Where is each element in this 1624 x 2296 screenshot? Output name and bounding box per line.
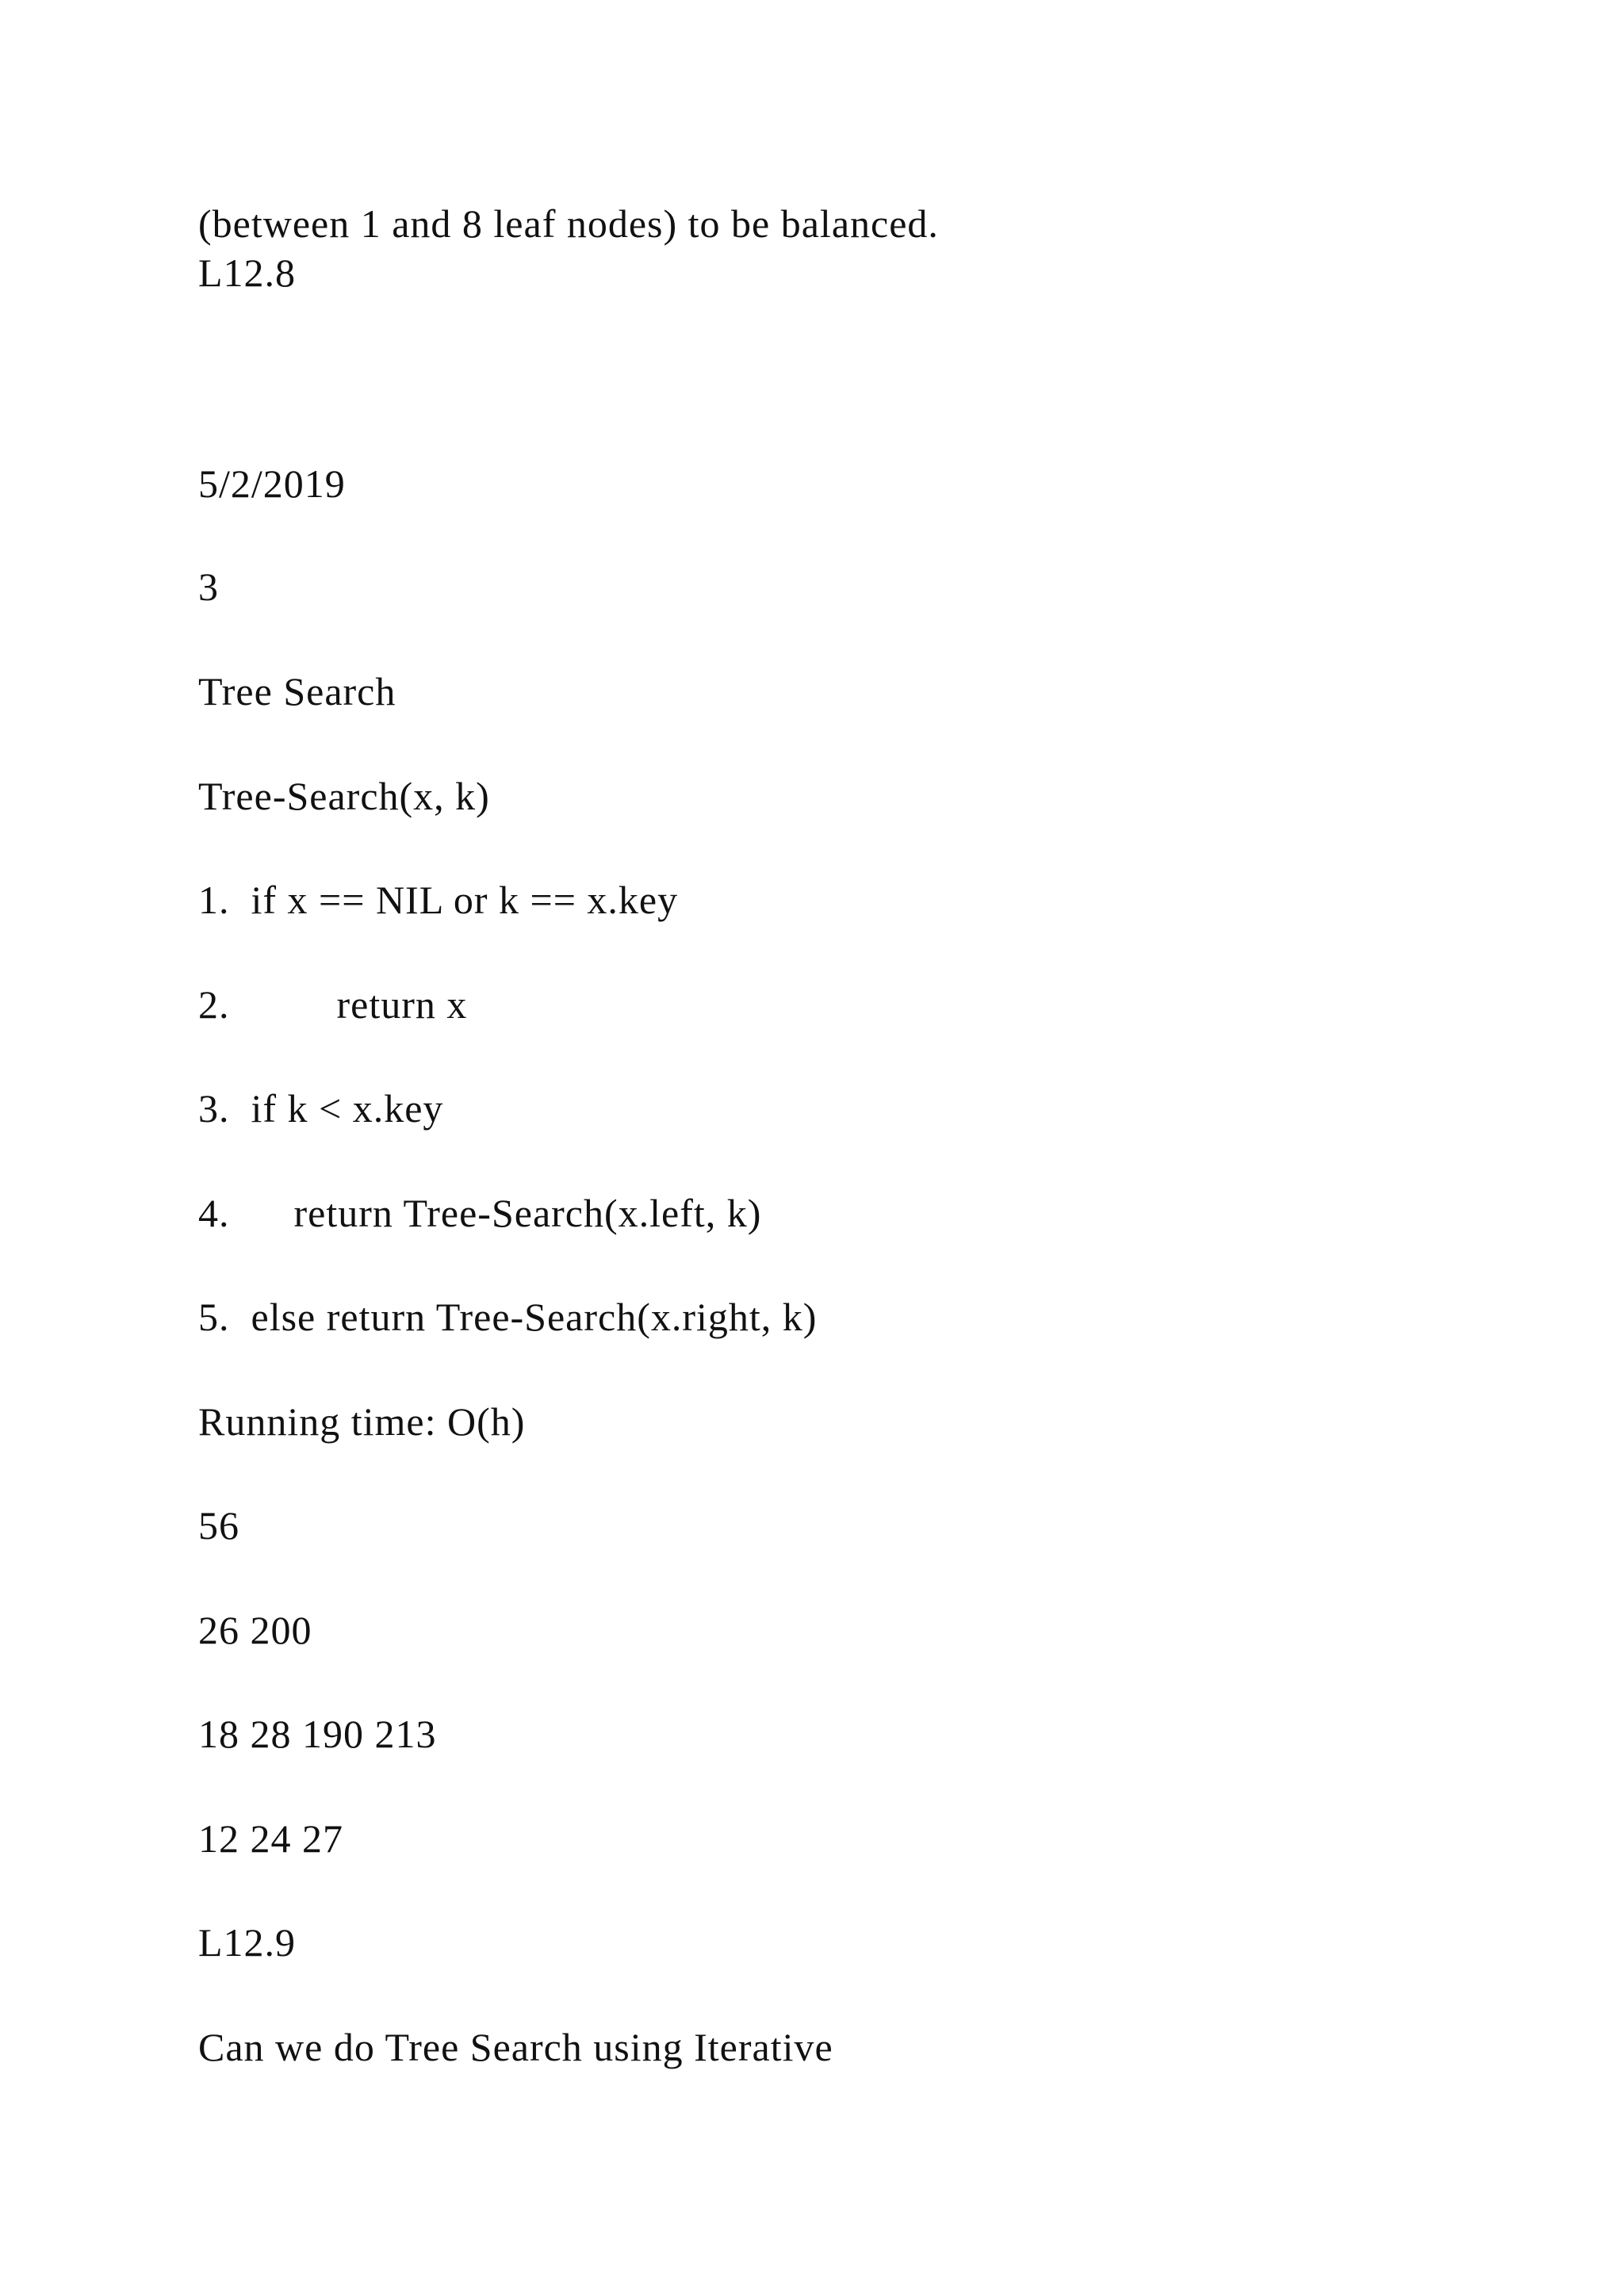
tree-level-2: 26 200 — [198, 1608, 312, 1652]
pseudocode-line-3: 3. if k < x.key — [198, 1086, 444, 1131]
slide-label-l12-8: L12.8 — [198, 251, 297, 295]
page-number-line: 3 — [198, 564, 219, 609]
pseudocode-signature: Tree-Search(x, k) — [198, 774, 490, 818]
section-heading: Tree Search — [198, 669, 396, 714]
tree-level-1: 56 — [198, 1503, 239, 1548]
text-line-intro: (between 1 and 8 leaf nodes) to be balanced. — [198, 201, 939, 246]
running-time-line: Running time: O(h) — [198, 1399, 526, 1444]
tree-level-3: 18 28 190 213 — [198, 1712, 437, 1756]
pseudocode-line-5: 5. else return Tree-Search(x.right, k) — [198, 1295, 818, 1339]
tree-level-4: 12 24 27 — [198, 1816, 343, 1861]
slide-label-l12-9: L12.9 — [198, 1920, 297, 1965]
date-line: 5/2/2019 — [198, 461, 346, 506]
closing-question-line: Can we do Tree Search using Iterative — [198, 2025, 833, 2069]
pseudocode-line-1: 1. if x == NIL or k == x.key — [198, 878, 679, 922]
pseudocode-line-2: 2. return x — [198, 982, 468, 1027]
pseudocode-line-4: 4. return Tree-Search(x.left, k) — [198, 1191, 762, 1235]
